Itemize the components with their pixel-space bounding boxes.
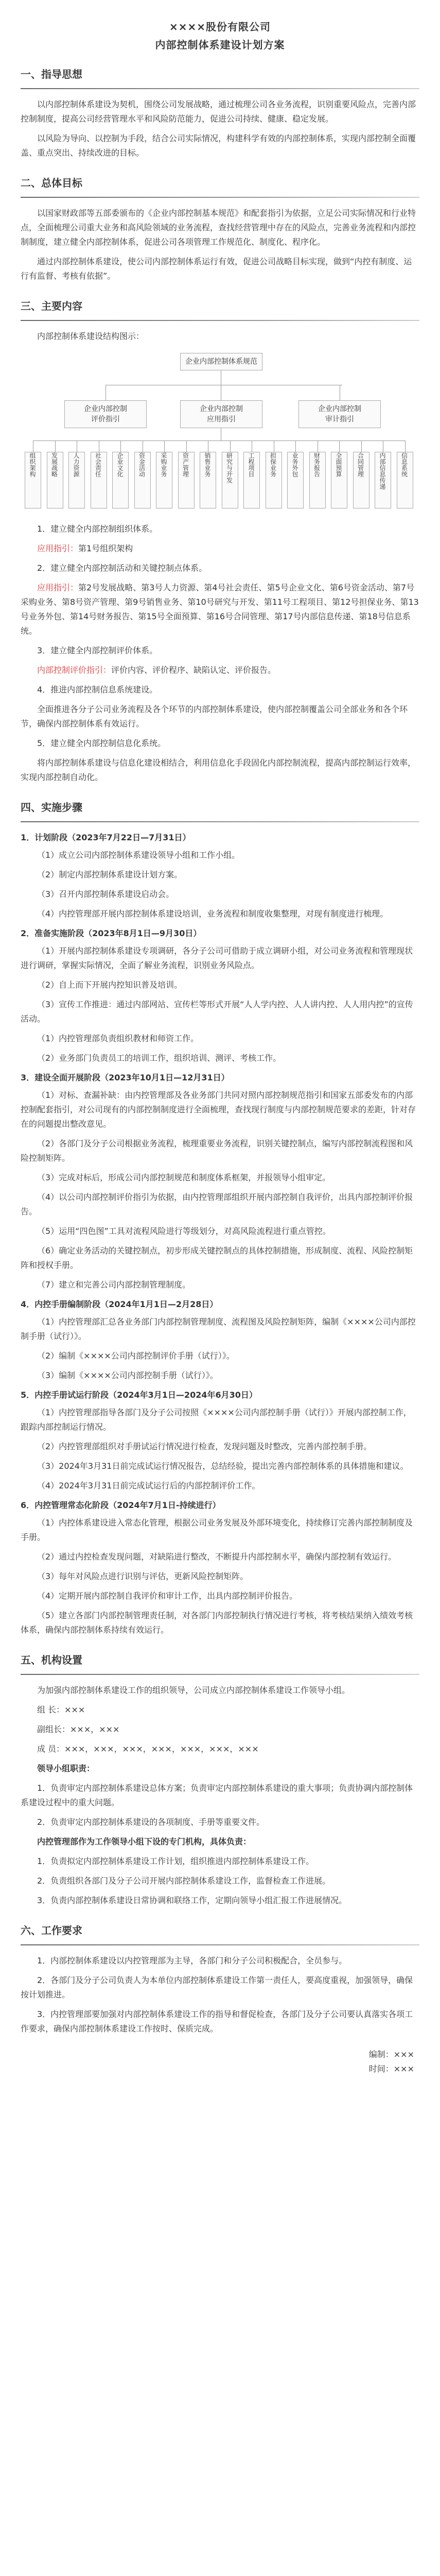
- org-chart-leaf: 合同管理: [353, 452, 369, 509]
- org-chart-leaf: 企业文化: [112, 452, 129, 509]
- org-chart-box-label: 企业内部控制 审计指引: [318, 405, 361, 423]
- step-item: （3）召开内部控制体系建设启动会。: [37, 889, 174, 899]
- org-chart-box-label: 企业内部控制 应用指引: [200, 405, 243, 423]
- paragraph: 2．负责组织各部门及分子公司开展内部控制体系建设工作，监督检查工作进展。: [37, 1876, 331, 1886]
- org-chart-leaf: 人力资源: [68, 452, 85, 509]
- section-title: 二、总体目标: [21, 177, 82, 189]
- section-divider: [21, 320, 419, 321]
- step-item: （3）宣传工作推进：通过内部网站、宣传栏等形式开展“人人学内控、人人讲内控、人人用内控”的宣传活动。: [21, 999, 413, 1024]
- paragraph: 通过内部控制体系建设，使公司内部控制体系运行有效，促进公司战略目标实现，做到“内控有制度、运行有监督、考核有依据”。: [21, 257, 412, 281]
- org-chart-connector: [55, 440, 56, 452]
- org-chart-leaf: 内部信息传递: [375, 452, 391, 509]
- step-item: （4）内控管理部开展内部控制体系建设培训，业务流程和制度收集整理，对现有制度进行梳理。: [37, 909, 389, 919]
- paragraph: 2．建立健全内部控制活动和关键控制点体系。: [37, 563, 207, 573]
- step-item: （1）内控管理部指导各部门及分子公司按照《××××公司内部控制手册（试行）》开展内部控制工作，跟踪内部控制运行情况。: [21, 1408, 412, 1432]
- step-item: （2）编制《××××公司内部控制评价手册（试行）》。: [37, 1351, 235, 1361]
- step-item: （2）内控管理部组织对手册试运行情况进行检查，发现问题及时整改，完善内部控制手册。: [37, 1442, 372, 1451]
- section-divider: [21, 197, 419, 198]
- step-item: （7）建立和完善公司内部控制管理制度。: [37, 1280, 191, 1290]
- paragraph: [21, 663, 419, 677]
- org-chart-connector: [295, 440, 296, 452]
- section-organization: [21, 1652, 419, 1908]
- org-chart-leaf: 工程项目: [243, 452, 260, 509]
- step-list: [21, 848, 419, 921]
- step-item: （3）编制《××××公司内部控制手册（试行）》。: [37, 1370, 218, 1380]
- leader-line: 组 长：×××: [37, 1705, 85, 1715]
- office-title: 内控管理部作为工作领导小组下设的专门机构，具体负责：: [37, 1837, 252, 1846]
- paragraph: [21, 541, 419, 556]
- step-item: （1）内控体系建设进入常态化管理，根据公司业务发展及外部环境变化，持续修订完善内部控制制度及手册。: [21, 1518, 413, 1542]
- org-chart-leaf: 组织架构: [25, 452, 41, 509]
- step-title: 2．准备实施阶段（2023年8月1日—9月30日）: [21, 928, 202, 938]
- org-chart-leaf: 社会责任: [91, 452, 107, 509]
- text: 评价内容、评价程序、缺陷认定、评价报告。: [111, 665, 276, 675]
- paragraph: 将内部控制体系建设与信息化建设相结合，利用信息化手段固化内部控制流程，提高内部控制运行效率，实现内部控制自动化。: [21, 758, 416, 782]
- step-item: （3）每年对风险点进行识别与评估，更新风险控制矩阵。: [37, 1571, 249, 1581]
- org-chart-connector: [230, 440, 231, 452]
- org-chart-leaf: 资金活动: [134, 452, 151, 509]
- step-item: （2）通过内控检查发现问题，对缺陷进行整改，不断提升内部控制水平，确保内部控制有效运行。: [37, 1552, 397, 1562]
- signature-editor: 编制：×××: [368, 2049, 414, 2059]
- paragraph: 4．推进内部控制信息系统建设。: [37, 685, 158, 694]
- section-work-requirements: [21, 1922, 419, 2076]
- step-item: （1）对标、查漏补缺：由内控管理部及各业务部门共同对照内部控制规范指引和国家五部委发布的内部控制配套指引，对公司现有的内部控制制度进行全面梳理，查找现行制度与内部控制规范要求的差距，针对存在的问题提出整改意见。: [21, 1090, 416, 1129]
- org-chart-leaf: 资产管理: [178, 452, 195, 509]
- org-chart-connector: [361, 440, 362, 452]
- paragraph: 内部控制体系建设结构图示：: [37, 331, 145, 341]
- section-title: 四、实施步骤: [21, 801, 82, 814]
- step-item: （1）成立公司内部控制体系建设领导小组和工作小组。: [37, 850, 240, 860]
- paragraph: [21, 581, 419, 638]
- org-chart-leaf: 业务外包: [287, 452, 304, 509]
- org-chart-top-box: 企业内部控制体系规范: [180, 353, 262, 370]
- label-red: 内部控制评价指引：: [37, 665, 112, 675]
- step-title: 4．内控手册编制阶段（2024年1月1日—2月28日）: [21, 1299, 218, 1309]
- company-name: ××××股份有限公司: [169, 21, 271, 33]
- paragraph: 全面推进各分子公司业务流程及各个环节的内部控制体系建设，使内部控制覆盖公司全部业务和各个环节，确保内部控制体系有效运行。: [21, 704, 408, 728]
- step-title: 3．建设全面开展阶段（2023年10月1日—12月31日）: [21, 1073, 230, 1082]
- step-item: （6）确定业务活动的关键控制点，初步形成关键控制点的具体控制措施，形成制度、流程、风险控制矩阵和授权手册。: [21, 1246, 413, 1270]
- section-divider: [21, 88, 419, 89]
- org-chart-leaf: 采购业务: [156, 452, 172, 509]
- document-title: 内部控制体系建设计划方案: [155, 39, 285, 51]
- step-sub-list: [21, 1031, 419, 1065]
- step-item: （1）开展内部控制体系建设专项调研，各分子公司可借助于成立调研小组，对公司业务流程和管理现状进行调研，掌握实际情况，全面了解业务流程，识别业务风险点。: [21, 946, 413, 970]
- signature-block: [21, 2047, 419, 2076]
- paragraph: 1．建立健全内部控制组织体系。: [37, 524, 158, 534]
- text: 第2号发展战略、第3号人力资源、第4号社会责任、第5号企业文化、第6号资金活动、第7号采购业务、第8号资产管理、第9号销售业务、第10号研究与开发、第11号工程项目、第12号担保业务、第13号业务外包、第14号财务报告、第15号全面预算、第16号合同管理、第17号内部信息传递、第18号信息系统。: [21, 583, 419, 636]
- paragraph: 1．负责拟定内部控制体系建设工作计划，组织推进内部控制体系建设工作。: [37, 1856, 314, 1866]
- section-guiding-ideology: [21, 66, 419, 160]
- step-title: 5．内控手册试运行阶段（2024年3月1日—2024年6月30日）: [21, 1390, 257, 1400]
- step-item: （4）以公司内部控制评价指引为依据，由内控管理部组织开展内部控制自我评价，出具内部控制评价报告。: [21, 1192, 413, 1216]
- step-title: 6．内控管理常态化阶段（2024年7月1日-持续进行）: [21, 1500, 221, 1510]
- section-divider: [21, 821, 419, 822]
- org-chart-leaf: 发展战略: [47, 452, 63, 509]
- org-chart-connector: [164, 440, 165, 452]
- paragraph: 3．负责内部控制体系建设日常协调和联络工作，定期向领导小组汇报工作进展情况。: [37, 1895, 347, 1905]
- org-chart-connector: [105, 385, 106, 400]
- section-divider: [21, 1944, 419, 1945]
- step-title: 1．计划阶段（2023年7月22日—7月31日）: [21, 833, 191, 842]
- org-chart-connector: [120, 440, 121, 452]
- step-item: （3）2024年3月31日前完成试运行情况报告，总结经验，提出完善内部控制体系的具体措施和建议。: [37, 1461, 409, 1471]
- org-chart-leaf: 信息系统: [397, 452, 413, 509]
- step-item: （2）业务部门负责员工的培训工作，组织培训、测评、考核工作。: [37, 1053, 281, 1063]
- org-chart-connector: [339, 440, 340, 452]
- org-chart-leaf: 全面预算: [331, 452, 347, 509]
- text: 第1号组织架构: [78, 544, 133, 553]
- label-red: 应用指引：: [37, 544, 79, 553]
- step-list: [21, 1516, 419, 1637]
- org-chart-application-box: [180, 400, 262, 428]
- step-list: [21, 944, 419, 1026]
- section-divider: [21, 1674, 419, 1675]
- section-overall-goal: [21, 175, 419, 283]
- step-item: （4）定期开展内部控制自我评价和审计工作，出具内部控制评价报告。: [37, 1591, 298, 1601]
- document-header: [21, 19, 419, 52]
- section-main-content: [21, 298, 419, 785]
- members-line: 成 员：×××，×××，×××，×××，×××，×××，×××: [37, 1744, 259, 1754]
- org-chart-leaf: 担保业务: [266, 452, 282, 509]
- step-item: （4）2024年3月31日前完成试运行后的内部控制评价工作。: [37, 1481, 260, 1490]
- section-title: 五、机构设置: [21, 1654, 82, 1666]
- step-item: （2）各部门及分子公司根据业务流程，梳理重要业务流程，识别关键控制点，编写内部控制流程图和风险控制矩阵。: [21, 1139, 413, 1163]
- org-chart-box-label: 企业内部控制 评价指引: [84, 405, 127, 423]
- label-red: 应用指引：: [37, 583, 79, 592]
- org-chart-connector: [33, 440, 405, 441]
- step-item: （3）完成对标后，形成公司内部控制规范和制度体系框架，并报领导小组审定。: [37, 1173, 331, 1182]
- org-chart-evaluation-box: [64, 400, 147, 428]
- paragraph: 5．建立健全内部控制信息化系统。: [37, 738, 166, 748]
- org-chart-leaf: 销售业务: [200, 452, 216, 509]
- step-item: （1）内控管理部汇总各业务部门内部控制管理制度、流程图及风险控制矩阵，编制《××××公司内部控制手册（试行）》。: [21, 1317, 416, 1341]
- vice-leader-line: 副组长：×××，×××: [37, 1724, 120, 1734]
- step-list: [21, 1088, 419, 1292]
- section-title: 三、主要内容: [21, 300, 82, 312]
- paragraph: 1．负责审定内部控制体系建设总体方案；负责审定内部控制体系建设的重大事项；负责协调内部控制体系建设过程中的重大问题。: [21, 1783, 413, 1807]
- step-item: （5）建立各部门内部控制管理责任制，对各部门内部控制执行情况进行考核，将考核结果纳入绩效考核体系，确保内部控制体系持续有效运行。: [21, 1611, 413, 1635]
- duty-title: 领导小组职责：: [37, 1764, 95, 1773]
- paragraph: 为加强内部控制体系建设工作的组织领导，公司成立内部控制体系建设工作领导小组。: [37, 1685, 350, 1695]
- step-list: [21, 1315, 419, 1383]
- paragraph: 1．内部控制体系建设以内控管理部为主导，各部门和分子公司积极配合，全员参与。: [37, 1956, 347, 1965]
- org-chart: [21, 353, 419, 513]
- org-chart-audit-box: [298, 400, 381, 428]
- step-item: （2）自上而下开展内控知识普及培训。: [37, 980, 183, 990]
- paragraph: 以国家财政部等五部委颁布的《企业内部控制基本规范》和配套指引为依据，立足公司实际情况和行业特点，全面梳理公司重大业务和高风险领域的业务流程，查找经营管理中存在的风险点，完善业务流程和内部控制制度，建立健全内部控制体系，促进公司各项管理工作规范化、制度化、程序化。: [21, 208, 416, 247]
- paragraph: 3．内控管理部要加强对内部控制体系建设工作的指导和督促检查，各部门及分子公司要认真落实各项工作要求，确保内部控制体系建设工作按时、保质完成。: [21, 2009, 413, 2033]
- section-title: 一、指导思想: [21, 68, 82, 80]
- section-implementation-steps: [21, 799, 419, 1637]
- org-chart-connector: [186, 440, 187, 452]
- paragraph: 以风险为导向、以控制为手段，结合公司实际情况，构建科学有效的内部控制体系，实现内部控制全面覆盖、重点突出、持续改进的目标。: [21, 133, 416, 158]
- section-title: 六、工作要求: [21, 1924, 82, 1937]
- step-item: （5）运用“四色图”工具对流程风险进行等级划分，对高风险流程进行重点管控。: [37, 1226, 331, 1236]
- org-chart-connector: [405, 440, 406, 452]
- paragraph: 2．负责审定内部控制体系建设的各项制度、手册等重要文件。: [37, 1817, 265, 1827]
- step-item: （2）制定内部控制体系建设计划方案。: [37, 870, 183, 879]
- paragraph: 以内部控制体系建设为契机，围绕公司发展战略，通过梳理公司各业务流程，识别重要风险点，完善内部控制制度，提高公司经营管理水平和风险防范能力，促进公司持续、健康、稳定发展。: [21, 99, 416, 124]
- paragraph: 2．各部门及分子公司负责人为本单位内部控制体系建设工作第一责任人，要高度重视，加强领导，确保按计划推进。: [21, 1975, 413, 1999]
- paragraph: 3．建立健全内部控制评价体系。: [37, 646, 158, 655]
- step-item: （1）内控管理部负责组织教材和师资工作。: [37, 1033, 199, 1043]
- org-chart-leaf: 研究与开发: [222, 452, 238, 509]
- step-list: [21, 1405, 419, 1493]
- signature-time: 时间：×××: [368, 2064, 414, 2074]
- org-chart-leaf: 财务报告: [309, 452, 326, 509]
